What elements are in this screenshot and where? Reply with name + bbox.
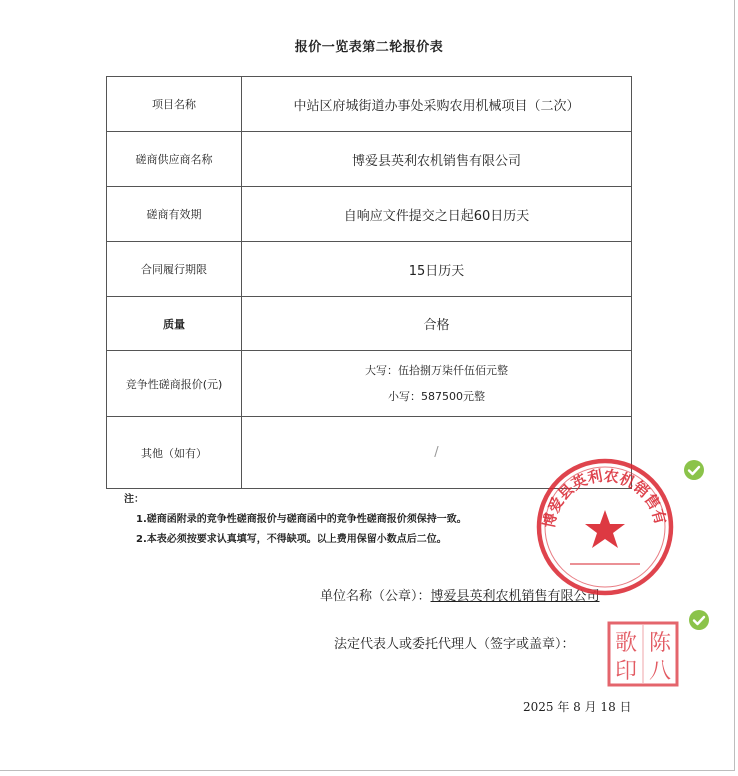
- row-label: 项目名称: [107, 77, 242, 132]
- table-row: [107, 77, 632, 132]
- row-value: 自响应文件提交之日起60日历天: [242, 187, 632, 242]
- row-label: 竞争性磋商报价(元): [107, 351, 242, 417]
- svg-text:博爱县英利农机销售有限公司: 博爱县英利农机销售有: [539, 466, 670, 530]
- price-upper: 大写：伍拾捌万柒仟伍佰元整: [365, 363, 508, 377]
- row-value: 博爱县英利农机销售有限公司: [242, 132, 632, 187]
- svg-text:八: 八: [648, 659, 672, 684]
- row-value: 中站区府城街道办事处采购农用机械项目（二次）: [242, 77, 632, 132]
- signature-date: 2025 年 8 月 18 日: [523, 700, 632, 714]
- row-label: 质量: [107, 297, 242, 351]
- unit-value: 博爱县英利农机销售有限公司: [430, 589, 600, 604]
- row-label: 其他（如有）: [107, 417, 242, 489]
- page-edge-bottom: [0, 770, 735, 771]
- notes-title: 注：: [124, 494, 144, 505]
- company-seal: [530, 452, 680, 602]
- table-row: [107, 242, 632, 297]
- row-label: 磋商有效期: [107, 187, 242, 242]
- note-item: 2.本表必须按要求认真填写，不得缺项。以上费用保留小数点后二位。: [136, 534, 447, 545]
- svg-text:陈: 陈: [648, 631, 672, 656]
- row-value: 15日历天: [242, 242, 632, 297]
- document-title: 报价一览表第二轮报价表: [294, 40, 444, 55]
- row-label: 合同履行期限: [107, 242, 242, 297]
- verified-check-icon[interactable]: [683, 459, 705, 481]
- row-value: [242, 351, 632, 417]
- signature-representative: 法定代表人或委托代理人（签字或盖章）：: [334, 637, 575, 652]
- name-stamp: [606, 620, 680, 688]
- svg-text:歌: 歌: [614, 631, 638, 656]
- notes: [126, 490, 467, 550]
- quote-table: [106, 76, 632, 489]
- price-lower: 小写：587500元整: [388, 389, 485, 403]
- verified-check-icon[interactable]: [688, 609, 710, 631]
- unit-label: 单位名称（公章）：: [320, 589, 431, 604]
- table-row: [107, 351, 632, 417]
- svg-text:印: 印: [614, 659, 638, 684]
- table-row: [107, 297, 632, 351]
- note-item: 1.磋商函附录的竞争性磋商报价与磋商函中的竞争性磋商报价须保持一致。: [136, 514, 467, 525]
- table-row: [107, 187, 632, 242]
- row-value: 合格: [242, 297, 632, 351]
- row-value: /: [242, 417, 632, 489]
- table-row: [107, 132, 632, 187]
- page-edge-right: [734, 0, 735, 771]
- row-label: 磋商供应商名称: [107, 132, 242, 187]
